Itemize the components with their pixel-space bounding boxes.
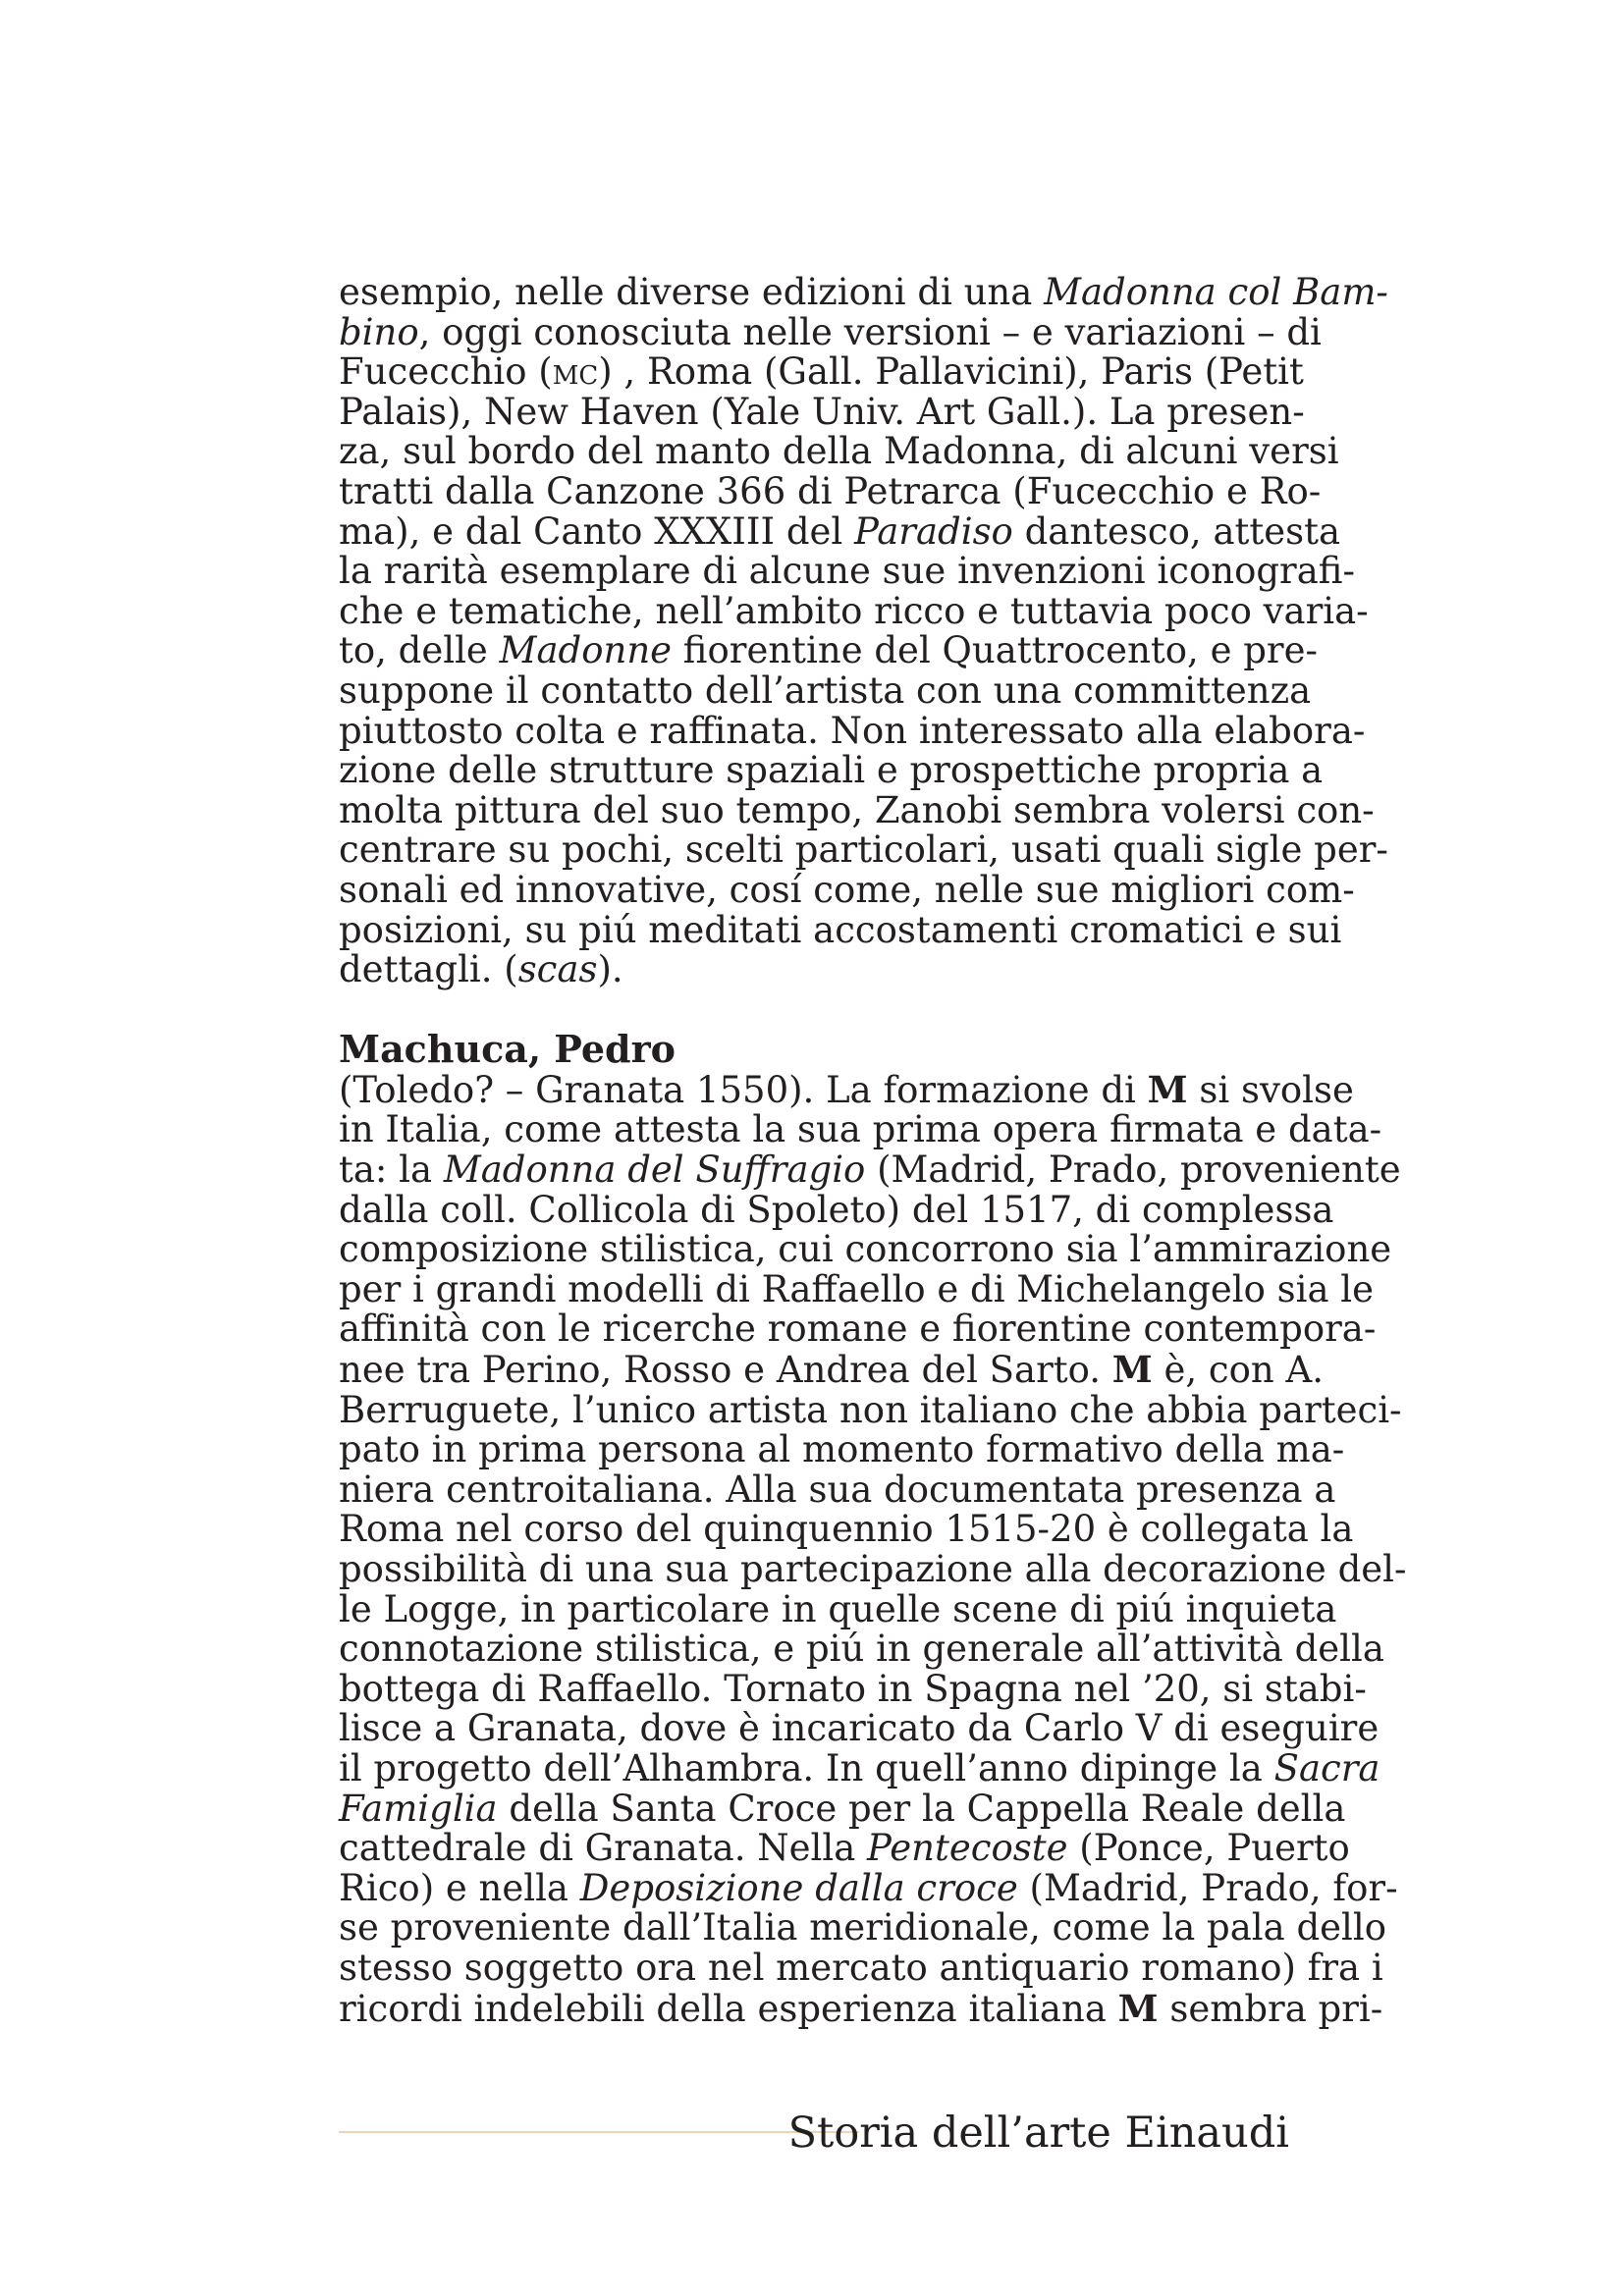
text-line	[339, 430, 1339, 473]
text-line	[339, 1986, 1383, 2030]
text-segment: affinità con le ricerche romane e fiorentine contempora-	[339, 1308, 1377, 1351]
text-segment: , oggi conosciuta nelle versioni – e variazioni – di	[418, 310, 1322, 353]
text-segment: centrare su pochi, scelti particolari, usati quali sigle per-	[339, 828, 1388, 872]
text-line	[339, 1827, 1350, 1870]
text-line	[339, 1308, 1377, 1351]
text-line	[339, 1548, 1407, 1590]
text-line	[339, 271, 1388, 313]
text-segment: il progetto dell’Alhambra. In quell’anno dipinge la	[339, 1746, 1274, 1789]
text-line	[339, 828, 1388, 872]
text-segment: (Ponce, Puerto	[1067, 1827, 1350, 1870]
text-line	[339, 1148, 1401, 1192]
text-segment: tratti dalla Canzone 366 di Petrarca (Fucecchio e Ro-	[339, 469, 1322, 512]
text-segment: esempio, nelle diverse edizioni di una	[339, 271, 1045, 313]
text-segment: dantesco, attesta	[1012, 509, 1341, 553]
text-segment: Roma nel corso del quinquennio 1515-20 è collegata la	[339, 1508, 1354, 1551]
footer-title: Storia dell’arte Einaudi	[787, 2109, 1289, 2158]
text-line	[339, 908, 1342, 951]
text-segment: Madonna col Bam-	[1044, 271, 1388, 313]
text-segment: to, delle	[339, 629, 500, 672]
text-segment: M	[1147, 1067, 1188, 1111]
text-segment: Madonne	[499, 629, 673, 672]
text-segment: dalla coll. Collicola di Spoleto) del 1517, di complessa	[339, 1188, 1334, 1231]
text-line	[339, 310, 1322, 353]
text-segment: suppone il contatto dell’artista con una committenza	[339, 668, 1312, 712]
text-line	[339, 1946, 1383, 1989]
body-text	[339, 271, 1407, 2030]
text-line	[339, 1508, 1354, 1551]
text-line	[339, 1667, 1367, 1710]
text-segment: Fucecchio (	[339, 350, 553, 394]
text-segment: le Logge, in particolare in quelle scene di piú inquieta	[339, 1587, 1337, 1630]
text-segment: pato in prima persona al momento formativo della ma-	[339, 1428, 1345, 1471]
text-line	[339, 469, 1322, 512]
text-segment: M	[1117, 1986, 1159, 2030]
text-segment: della Santa Croce per la Cappella Reale della	[497, 1787, 1346, 1830]
text-segment: dettagli. (	[339, 948, 518, 991]
text-segment: si svolse	[1187, 1068, 1354, 1111]
text-line	[339, 509, 1341, 553]
text-segment: se proveniente dall’Italia meridionale, come la pala dello	[339, 1906, 1386, 1949]
text-segment: in Italia, come attesta la sua prima opera firmata e data-	[339, 1108, 1382, 1151]
text-segment: Madonna del Suffragio	[443, 1148, 866, 1192]
text-line	[339, 1906, 1386, 1949]
text-line	[339, 390, 1305, 433]
text-line	[339, 1746, 1380, 1789]
text-line	[339, 868, 1355, 911]
text-segment: connotazione stilistica, e piú in generale all’attività della	[339, 1628, 1384, 1671]
text-line	[339, 1866, 1398, 1909]
text-line	[339, 1587, 1337, 1630]
text-segment: Paradiso	[854, 509, 1013, 553]
text-line	[339, 1267, 1375, 1310]
text-segment: lisce a Granata, dove è incaricato da Carlo V di eseguire	[339, 1707, 1380, 1750]
text-segment: nee tra Perino, Rosso e Andrea del Sarto.	[339, 1349, 1112, 1392]
text-segment: ta: la	[339, 1148, 444, 1192]
text-segment: zione delle strutture spaziali e prospettiche propria a	[339, 749, 1324, 792]
text-line	[339, 1787, 1346, 1830]
text-segment: Pentecoste	[867, 1827, 1068, 1870]
text-line	[339, 1707, 1380, 1750]
text-segment: M	[1111, 1348, 1153, 1392]
text-segment: za, sul bordo del manto della Madonna, di alcuni versi	[339, 430, 1339, 473]
text-segment: (Madrid, Prado, proveniente	[865, 1148, 1401, 1192]
paragraph-machuca	[339, 1067, 1407, 2030]
text-line	[339, 668, 1312, 712]
text-segment: ) , Roma (Gall. Pallavicini), Paris (Petit	[598, 350, 1304, 394]
text-segment: composizione stilistica, cui concorrono sia l’ammirazione	[339, 1228, 1392, 1271]
text-segment: molta pittura del suo tempo, Zanobi sembra volersi con-	[339, 788, 1375, 831]
text-segment: bino	[339, 310, 419, 353]
text-line	[339, 1428, 1345, 1471]
text-line	[339, 1188, 1334, 1231]
text-line	[339, 350, 1304, 394]
text-line	[339, 788, 1375, 831]
text-segment: possibilità di una sua partecipazione alla decorazione del-	[339, 1548, 1407, 1590]
text-segment: ricordi indelebili della esperienza italiana	[339, 1987, 1118, 2030]
text-segment: Sacra	[1273, 1746, 1380, 1789]
text-line	[339, 1067, 1354, 1111]
text-segment: ).	[597, 948, 623, 991]
text-segment: scas	[517, 948, 598, 991]
text-segment: Berruguete, l’unico artista non italiano che abbia parteci-	[339, 1388, 1402, 1431]
text-line	[339, 1228, 1392, 1271]
text-line	[339, 1468, 1336, 1511]
text-segment: sonali ed innovative, cosí come, nelle sue migliori com-	[339, 868, 1355, 911]
text-segment: stesso soggetto ora nel mercato antiquario romano) fra i	[339, 1946, 1383, 1989]
text-line	[339, 1628, 1384, 1671]
text-segment: (Toledo? – Granata 1550). La formazione di	[339, 1068, 1148, 1111]
text-segment: ma), e dal Canto XXXIII del	[339, 509, 855, 553]
text-line	[339, 629, 1319, 672]
text-segment: la rarità esemplare di alcune sue invenzioni iconografi-	[339, 550, 1355, 593]
footer-rule	[339, 2131, 859, 2133]
text-segment: che e tematiche, nell’ambito ricco e tuttavia poco varia-	[339, 589, 1369, 632]
text-line	[339, 589, 1369, 632]
text-line	[339, 950, 1289, 990]
text-segment: cattedrale di Granata. Nella	[339, 1827, 868, 1870]
paragraph-zanobi	[339, 271, 1388, 991]
text-segment: per i grandi modelli di Raffaello e di Michelangelo sia le	[339, 1267, 1375, 1310]
text-segment: Rico) e nella	[339, 1866, 580, 1909]
text-segment: Deposizione dalla croce	[579, 1866, 1018, 1909]
text-segment: piuttosto colta e raffinata. Non interessato alla elabora-	[339, 709, 1366, 752]
text-line	[339, 1108, 1382, 1151]
text-line	[339, 709, 1366, 752]
text-line	[339, 749, 1324, 792]
text-segment: Palais), New Haven (Yale Univ. Art Gall.). La presen-	[339, 390, 1305, 433]
text-segment: (Madrid, Prado, for-	[1017, 1866, 1398, 1909]
text-segment: posizioni, su piú meditati accostamenti cromatici e sui	[339, 908, 1342, 951]
text-segment: Famiglia	[339, 1787, 498, 1830]
entry-heading: Machuca, Pedro	[339, 1027, 676, 1072]
text-segment: è, con A.	[1152, 1349, 1325, 1392]
text-segment: bottega di Raffaello. Tornato in Spagna nel ’20, si stabi-	[339, 1667, 1367, 1710]
text-segment: sembra pri-	[1158, 1987, 1383, 2030]
text-line	[339, 550, 1355, 593]
text-segment: fiorentine del Quattrocento, e pre-	[672, 629, 1319, 672]
text-line	[339, 1388, 1402, 1431]
text-line	[339, 1348, 1325, 1392]
text-segment: mc	[552, 350, 599, 394]
text-segment: niera centroitaliana. Alla sua documentata presenza a	[339, 1468, 1336, 1511]
